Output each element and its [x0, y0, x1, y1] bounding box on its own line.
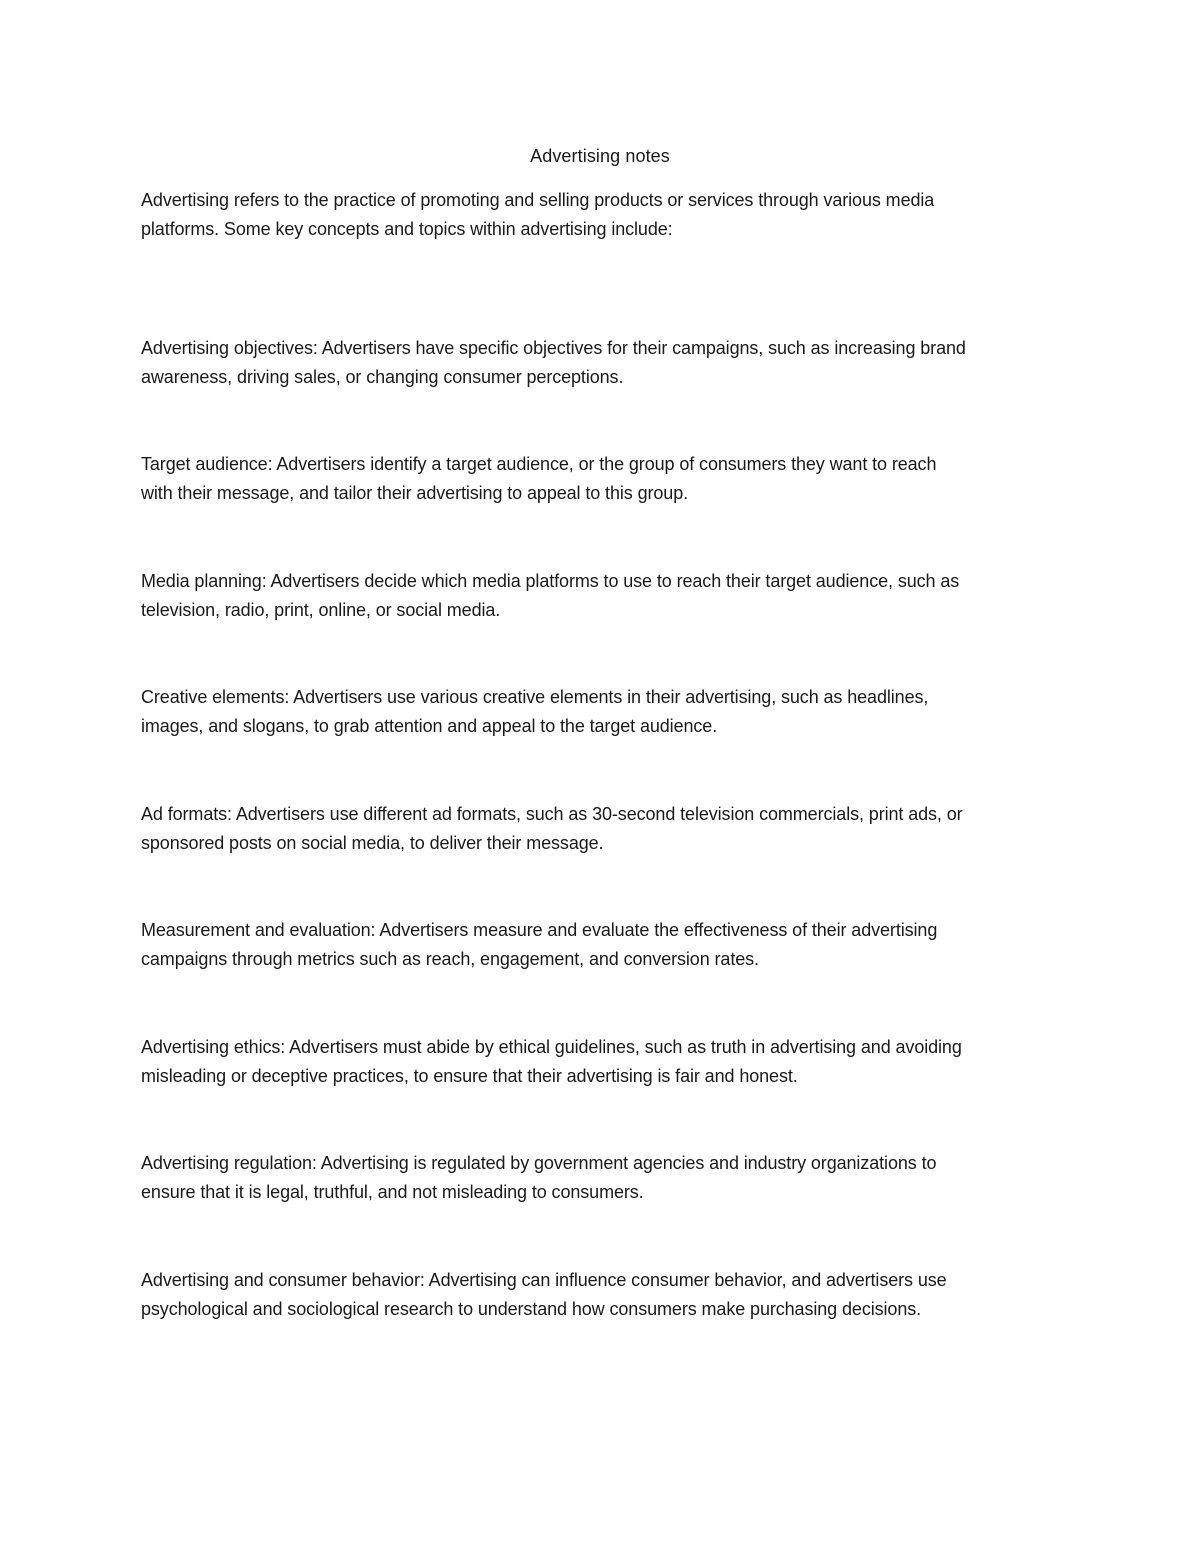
paragraph-line-2: sponsored posts on social media, to deliver their message.	[141, 832, 604, 853]
paragraph-media-planning	[141, 567, 1061, 625]
paragraph-line-1: Advertising regulation: Advertising is regulated by government agencies and industry organizations to	[141, 1153, 937, 1173]
paragraph-line-1: Advertising objectives: Advertisers have specific objectives for their campaigns, such as increasing brand	[141, 337, 966, 358]
paragraph-line-1: Target audience: Advertisers identify a target audience, or the group of consumers they want to reach	[141, 454, 937, 474]
paragraph-line-2: television, radio, print, online, or social media.	[141, 599, 501, 620]
paragraph-advertising-objectives	[141, 334, 1061, 392]
paragraph-line-2: ensure that it is legal, truthful, and not misleading to consumers.	[141, 1182, 644, 1202]
paragraph-line-1: Advertising ethics: Advertisers must abide by ethical guidelines, such as truth in advertising and avoiding	[141, 1036, 962, 1057]
intro-paragraph	[141, 186, 1061, 275]
paragraph-measurement-evaluation	[141, 916, 1061, 974]
paragraph-line-2: images, and slogans, to grab attention and appeal to the target audience.	[141, 716, 718, 736]
intro-line-1: Advertising refers to the practice of promoting and selling products or services through various media	[141, 190, 935, 210]
document-title: Advertising notes	[530, 146, 670, 166]
paragraph-line-2: misleading or deceptive practices, to ensure that their advertising is fair and honest.	[141, 1065, 798, 1086]
paragraph-line-2: awareness, driving sales, or changing consumer perceptions.	[141, 366, 624, 387]
paragraph-advertising-ethics	[141, 1033, 1061, 1091]
paragraph-line-1: Measurement and evaluation: Advertisers measure and evaluate the effectiveness of their advertising	[141, 920, 938, 940]
paragraph-line-2: campaigns through metrics such as reach, engagement, and conversion rates.	[141, 949, 759, 969]
paragraph-ad-formats	[141, 800, 1061, 858]
paragraph-line-1: Ad formats: Advertisers use different ad formats, such as 30-second television commercials, print ads, or	[141, 803, 963, 824]
paragraph-line-1: Media planning: Advertisers decide which media platforms to use to reach their target audience, such as	[141, 570, 960, 591]
paragraph-consumer-behavior	[141, 1266, 1061, 1324]
paragraph-target-audience	[141, 450, 1061, 508]
intro-line-2: platforms. Some key concepts and topics within advertising include:	[141, 219, 673, 239]
document-body	[141, 186, 1061, 1382]
paragraph-creative-elements	[141, 683, 1061, 741]
paragraph-line-1: Advertising and consumer behavior: Advertising can influence consumer behavior, and advertisers use	[141, 1269, 947, 1290]
paragraph-line-2: psychological and sociological research to understand how consumers make purchasing decisions.	[141, 1298, 922, 1319]
paragraph-line-2: with their message, and tailor their advertising to appeal to this group.	[141, 483, 689, 503]
paragraph-advertising-regulation	[141, 1149, 1061, 1207]
paragraph-line-1: Creative elements: Advertisers use various creative elements in their advertising, such as headlines,	[141, 687, 929, 707]
